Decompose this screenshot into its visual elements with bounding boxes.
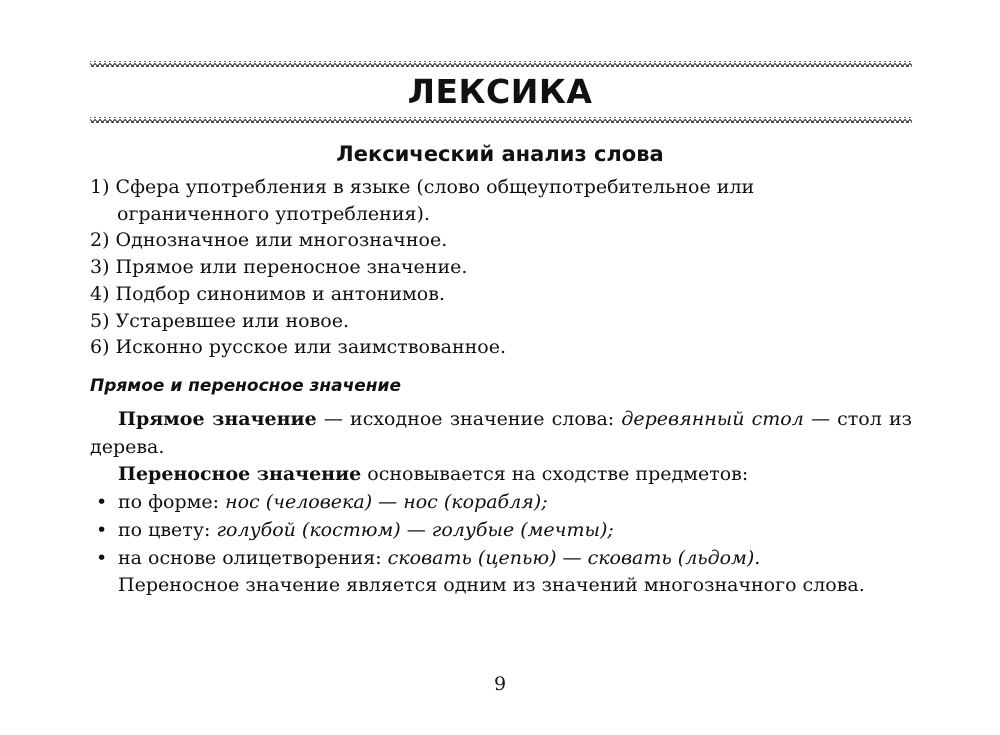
direct-definition: — исходное значение слова:	[316, 408, 622, 430]
direct-explanation: — стол из дерева.	[90, 408, 912, 458]
chapter-title: ЛЕКСИКА	[407, 72, 593, 111]
figurative-meaning-paragraph	[90, 461, 912, 489]
figurative-bullets-list	[90, 489, 912, 572]
term-direct: Прямое значение	[118, 408, 317, 430]
figurative-definition: основывается на сходстве предметов:	[361, 463, 749, 486]
direct-example: деревянный стол	[621, 408, 804, 430]
analysis-steps-list	[90, 174, 912, 361]
list-item: 4) Подбор синонимов и антонимов.	[90, 282, 445, 305]
bullet-label: по цвету:	[118, 518, 217, 541]
bullet-example: нос (человека) — нос (корабля);	[225, 491, 548, 514]
decorative-rule-bottom	[90, 117, 912, 123]
page-number: 9	[493, 673, 507, 695]
direct-meaning-paragraph	[90, 406, 912, 461]
list-item: 5) Устаревшее или новое.	[90, 309, 350, 332]
bullet-label: на основе олицетворения:	[118, 546, 388, 569]
body-text	[90, 406, 912, 600]
bullet-example: сковать (цепью) — сковать (льдом).	[387, 546, 761, 569]
list-item: 1) Сфера употребления в языке (слово общеупотребительное или ограниченного употребления).	[90, 176, 755, 225]
bullet-icon: •	[96, 518, 108, 541]
list-item: 2) Однозначное или многозначное.	[90, 229, 448, 252]
conclusion-paragraph: Переносное значение является одним из значений многозначного слова.	[118, 574, 865, 597]
list-item	[90, 545, 912, 573]
bullet-icon: •	[96, 546, 108, 569]
bullet-example: голубой (костюм) — голубые (мечты);	[216, 518, 614, 541]
bullet-label: по форме:	[118, 491, 226, 514]
list-item	[90, 517, 912, 545]
list-item: 6) Исконно русское или заимствованное.	[90, 336, 507, 359]
subsection-title: Прямое и переносное значение	[90, 376, 401, 396]
list-item	[90, 489, 912, 517]
section-title: Лексический анализ слова	[336, 142, 664, 166]
list-item: 3) Прямое или переносное значение.	[90, 256, 468, 279]
term-figurative: Переносное значение	[118, 463, 362, 486]
bullet-icon: •	[96, 491, 108, 514]
